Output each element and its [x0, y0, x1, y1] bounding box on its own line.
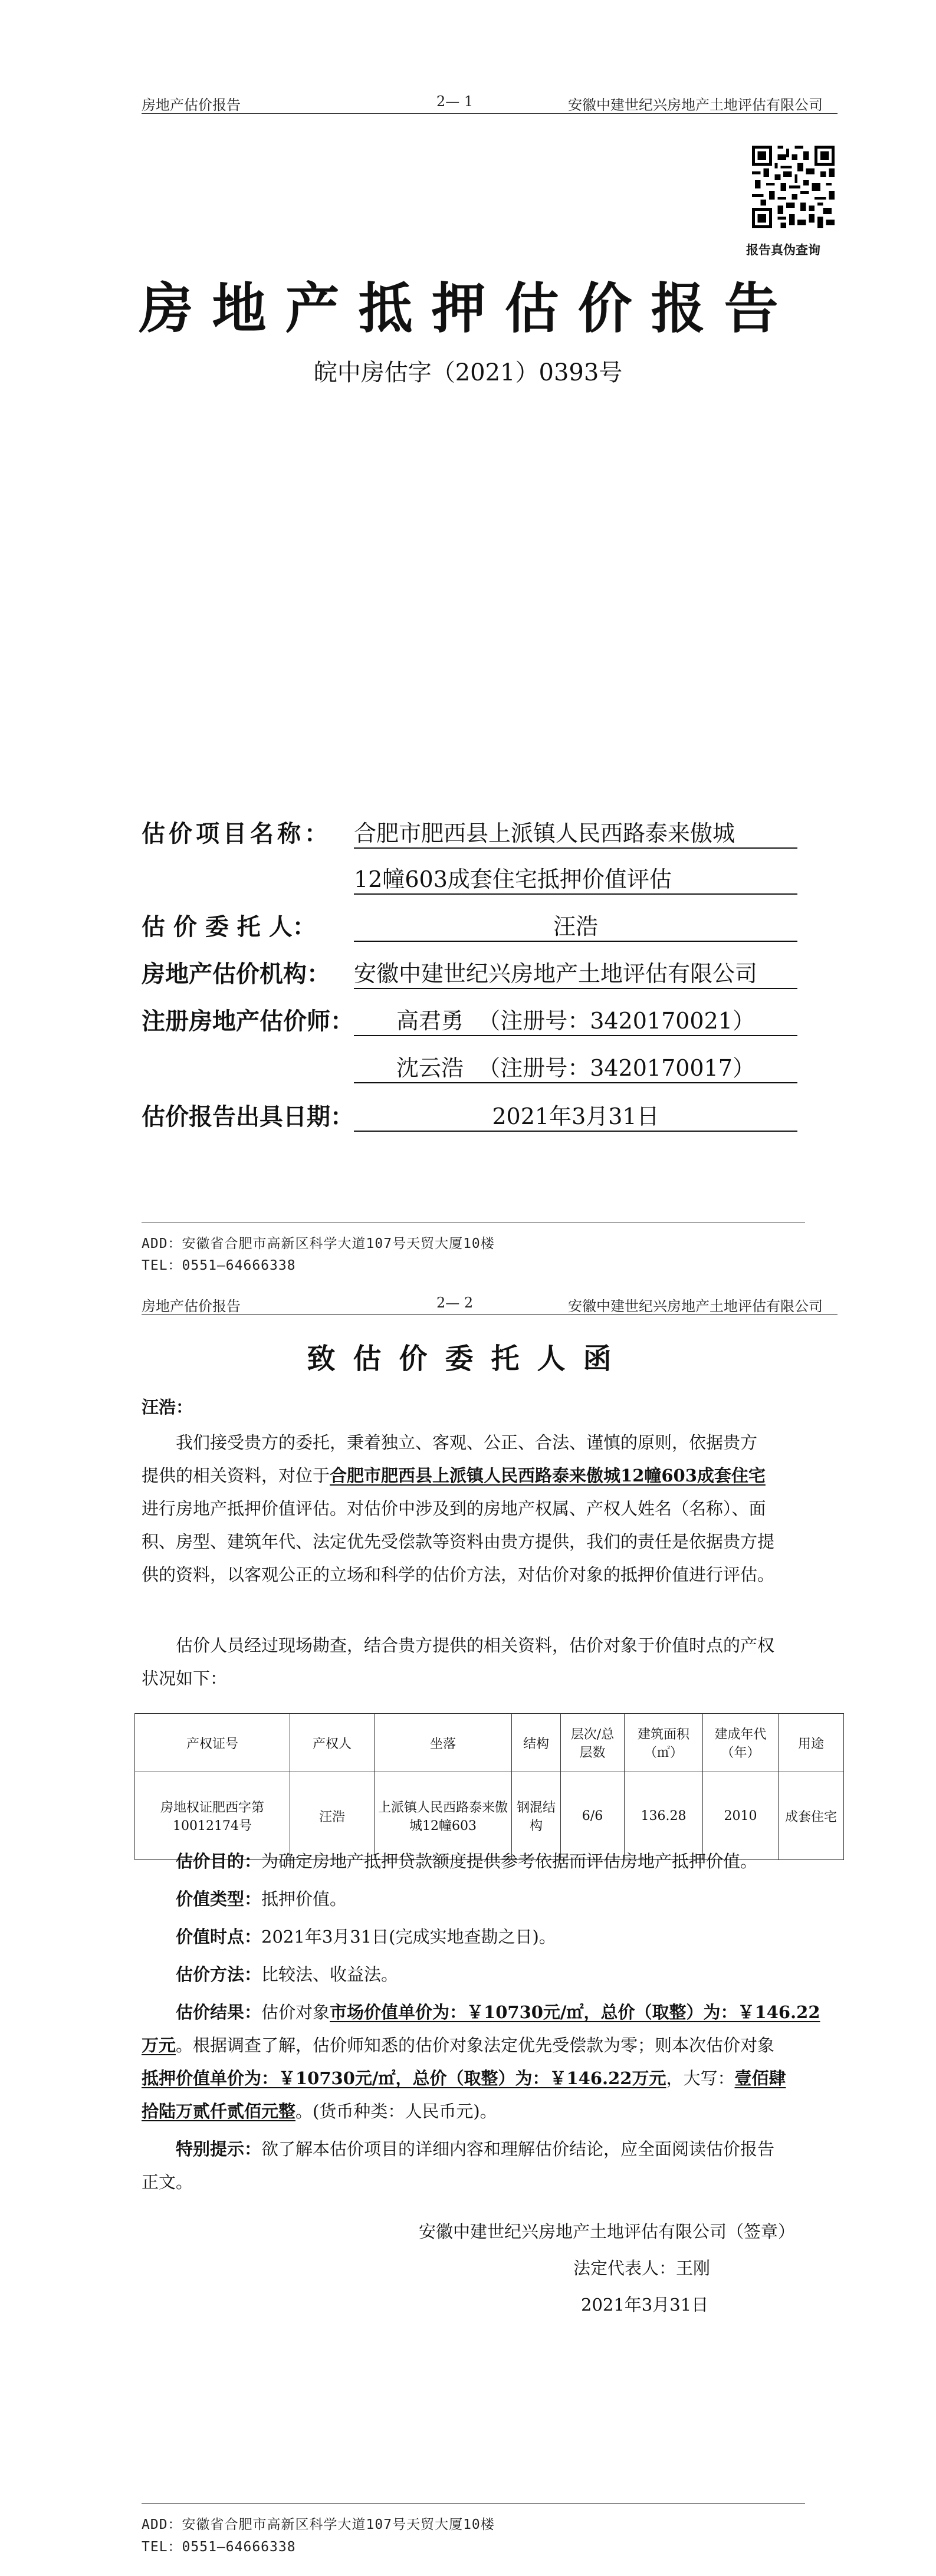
- page1-footer-tel: TEL：0551—64666338: [142, 1258, 296, 1273]
- page1-header-page: 2— 1: [436, 93, 474, 110]
- th-usage: 用途: [779, 1714, 844, 1772]
- agency-value: 安徽中建世纪兴房地产土地评估有限公司: [354, 955, 797, 989]
- page2-header-page: 2— 2: [436, 1294, 474, 1311]
- page2-footer-rule: [142, 2503, 805, 2504]
- issue-date-value: 2021年3月31日: [354, 1098, 797, 1132]
- cell-area: 136.28: [625, 1772, 703, 1860]
- page1-header-right: 安徽中建世纪兴房地产土地评估有限公司: [568, 97, 823, 113]
- purpose-line: 估价目的：为确定房地产抵押贷款额度提供参考依据而评估房地产抵押价值。: [176, 1851, 758, 1871]
- th-cert-no: 产权证号: [135, 1714, 290, 1772]
- p1-line-d: 积、房型、建筑年代、法定优先受偿款等资料由贵方提供，我们的责任是依据贵方提: [142, 1532, 775, 1552]
- qr-code-icon: [752, 146, 835, 228]
- qr-caption: 报告真伪查询: [746, 242, 820, 257]
- page2-header-rule: [142, 1314, 838, 1315]
- project-name-label: 估价项目名称：: [142, 820, 331, 847]
- page2-header-right: 安徽中建世纪兴房地产土地评估有限公司: [568, 1298, 823, 1315]
- cell-location: 上派镇人民西路泰来傲城12幢603: [375, 1772, 512, 1860]
- property-rights-table: [134, 1713, 844, 1860]
- result-paragraph: [142, 1996, 849, 2128]
- cell-owner: 汪浩: [290, 1772, 375, 1860]
- salutation: 汪浩：: [142, 1397, 193, 1417]
- page1-header-left: 房地产估价报告: [142, 97, 241, 113]
- result-line-2: 万元。根据调查了解，估价师知悉的估价对象法定优先受偿款为零；则本次估价对象: [142, 2035, 775, 2055]
- cell-floor: 6/6: [561, 1772, 625, 1860]
- th-floor: 层次/总层数: [561, 1714, 625, 1772]
- result-line-1: 估价结果：估价对象市场价值单价为：￥10730元/㎡，总价（取整）为：￥146.22: [176, 2002, 820, 2022]
- report-title: 房地产抵押估价报告: [139, 277, 797, 340]
- letter-title: 致估价委托人函: [307, 1342, 629, 1375]
- cell-year: 2010: [703, 1772, 779, 1860]
- cell-cert-no: 房地权证肥西字第10012174号: [135, 1772, 290, 1860]
- th-area: 建筑面积（㎡）: [625, 1714, 703, 1772]
- report-number: 皖中房估字（2021）0393号: [313, 359, 623, 386]
- time-line: 价值时点：2021年3月31日(完成实地查勘之日)。: [176, 1927, 556, 1947]
- p1-line-a: 我们接受贵方的委托，秉着独立、客观、公正、合法、谨慎的原则，依据贵方: [176, 1432, 758, 1453]
- paragraph-2: [142, 1629, 849, 1695]
- signature-date: 2021年3月31日: [581, 2295, 709, 2315]
- p1-line-e: 供的资料，以客观公正的立场和科学的估价方法，对估价对象的抵押价值进行评估。: [142, 1565, 775, 1585]
- page2-footer-tel: TEL：0551—64666338: [142, 2539, 296, 2555]
- page1-header-rule: [142, 113, 838, 114]
- valuation-details: [142, 1845, 849, 2199]
- appraiser-label: 注册房地产估价师：: [142, 1007, 354, 1035]
- note-line-2: 正文。: [142, 2172, 193, 2192]
- signature-company: 安徽中建世纪兴房地产土地评估有限公司（签章）: [419, 2222, 796, 2242]
- appraiser-2: 沈云浩 （注册号：3420170017）: [354, 1050, 797, 1083]
- client-label: 估 价 委 托 人：: [142, 913, 316, 941]
- p1-line-b: 提供的相关资料，对位于合肥市肥西县上派镇人民西路泰来傲城12幢603成套住宅: [142, 1466, 766, 1486]
- note-line-1: 特别提示：欲了解本估价项目的详细内容和理解估价结论，应全面阅读估价报告: [176, 2139, 775, 2159]
- th-owner: 产权人: [290, 1714, 375, 1772]
- cell-structure: 钢混结构: [512, 1772, 561, 1860]
- type-line: 价值类型：抵押价值。: [176, 1889, 347, 1909]
- agency-label: 房地产估价机构：: [142, 960, 330, 988]
- result-line-4: 拾陆万贰仟贰佰元整。(货币种类：人民币元)。: [142, 2101, 497, 2121]
- th-location: 坐落: [375, 1714, 512, 1772]
- page1-footer-address: ADD：安徽省合肥市高新区科学大道107号天贸大厦10楼: [142, 1236, 495, 1251]
- result-line-3: 抵押价值单价为：￥10730元/㎡，总价（取整）为：￥146.22万元，大写：壹佰肆: [142, 2068, 786, 2088]
- table-header-row: [135, 1714, 844, 1772]
- page2-header-left: 房地产估价报告: [142, 1298, 241, 1315]
- appraiser-1: 高君勇 （注册号：3420170021）: [354, 1003, 797, 1036]
- p1-line-c: 进行房地产抵押价值评估。对估价中涉及到的房地产权属、产权人姓名（名称）、面: [142, 1499, 766, 1519]
- th-year: 建成年代（年）: [703, 1714, 779, 1772]
- issue-date-label: 估价报告出具日期：: [142, 1103, 354, 1131]
- signature-representative: 法定代表人：王刚: [573, 2258, 711, 2278]
- th-structure: 结构: [512, 1714, 561, 1772]
- client-value: 汪浩: [354, 908, 797, 942]
- p2-line-b: 状况如下：: [142, 1668, 228, 1688]
- note-paragraph: [142, 2133, 849, 2199]
- project-name-line2: 12幢603成套住宅抵押价值评估: [354, 861, 797, 895]
- cell-usage: 成套住宅: [779, 1772, 844, 1860]
- method-line: 估价方法：比较法、收益法。: [176, 1964, 399, 1984]
- page2-footer-address: ADD：安徽省合肥市高新区科学大道107号天贸大厦10楼: [142, 2517, 495, 2532]
- p2-line-a: 估价人员经过现场勘查，结合贵方提供的相关资料，估价对象于价值时点的产权: [176, 1635, 775, 1655]
- project-name-line1: 合肥市肥西县上派镇人民西路泰来傲城: [354, 815, 797, 849]
- paragraph-1: [142, 1426, 849, 1591]
